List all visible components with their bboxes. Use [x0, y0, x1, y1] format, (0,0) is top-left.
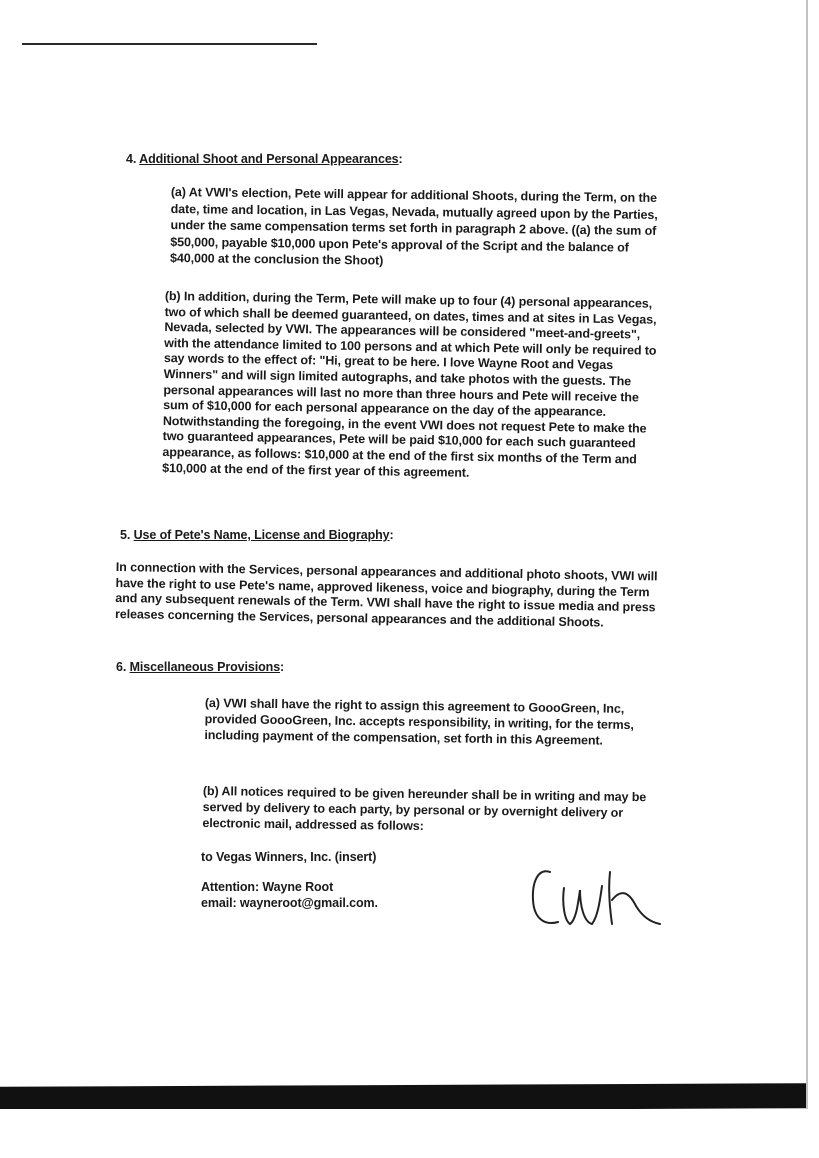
heading-colon: : — [280, 660, 285, 674]
notice-contact — [201, 880, 431, 912]
section-6-paragraph-b: (b) All notices required to be given hereunder shall be in writing and may be served by delivery to each party, by personal or by overnight delivery or electronic mail, addressed as follows: — [202, 784, 647, 833]
attention-line: Attention: Wayne Root — [201, 880, 334, 894]
section-number: 6. — [116, 660, 127, 674]
heading-colon: : — [398, 152, 403, 166]
section-title: Miscellaneous Provisions — [129, 660, 281, 674]
heading-colon: : — [389, 528, 394, 542]
section-6-heading — [116, 659, 284, 676]
scan-bottom-edge — [0, 1083, 806, 1112]
section-4-paragraph-a: (a) At VWI's election, Pete will appear for additional Shoots, during the Term, on the date, time and location, in Las Vegas, Nevada, mutually agreed upon by the Parties, under the same compensation terms set forth in paragraph 2 above. ((a) the sum of $50,000, payable $10,000 upon Pete's approval of the Script and the balance of $40,000 at the conclusion the Shoot) — [170, 184, 658, 268]
email-line: email: wayneroot@gmail.com. — [201, 895, 378, 910]
bottom-margin — [0, 1109, 819, 1158]
section-number: 5. — [120, 528, 131, 542]
signature-initials — [528, 860, 668, 940]
page-edge — [806, 0, 808, 1112]
notice-address: to Vegas Winners, Inc. (insert) — [201, 850, 377, 864]
section-title: Use of Pete's Name, License and Biography — [133, 528, 390, 542]
section-4-heading — [126, 151, 403, 168]
section-4-paragraph-b: (b) In addition, during the Term, Pete will make up to four (4) personal appearances, two of which shall be deemed guaranteed, on dates, times and at sites in Las Vegas, Nevada, selected by VWI. The appearances will be considered "meet-and-greets", with the attendance limited to 100 persons and at which Pete will only be required to say words to the effect of: "Hi, great to be here. I love Wayne Root and Vegas Winners" and will sign limited autographs, and take photos with the guests. The personal appearances will last no more than three hours and Pete will receive the sum of $10,000 for each personal appearance on the day of the appearance. Notwithstanding the foregoing, in the event VWI does not request Pete to make the two guaranteed appearances, Pete will be paid $10,000 for each such guaranteed appearance, as follows: $10,000 at the end of the first six months of the Term and $10,000 at the end of the first year of this agreement. — [162, 289, 657, 480]
top-rule — [22, 43, 317, 45]
section-number: 4. — [126, 152, 137, 166]
section-title: Additional Shoot and Personal Appearances — [139, 152, 399, 166]
section-5-heading — [120, 527, 394, 544]
section-6-paragraph-a: (a) VWI shall have the right to assign this agreement to GoooGreen, Inc, provided GoooGreen, Inc. accepts responsibility, in writing, for the terms, including payment of the compensation, set forth in this Agreement. — [204, 696, 634, 748]
section-5-paragraph: In connection with the Services, personal appearances and additional photo shoots, VWI will have the right to use Pete's name, approved likeness, voice and biography, during the Term and any subsequent renewals of the Term. VWI shall have the right to issue media and press releases concerning the Services, personal appearances and the additional Shoots. — [114, 560, 658, 630]
